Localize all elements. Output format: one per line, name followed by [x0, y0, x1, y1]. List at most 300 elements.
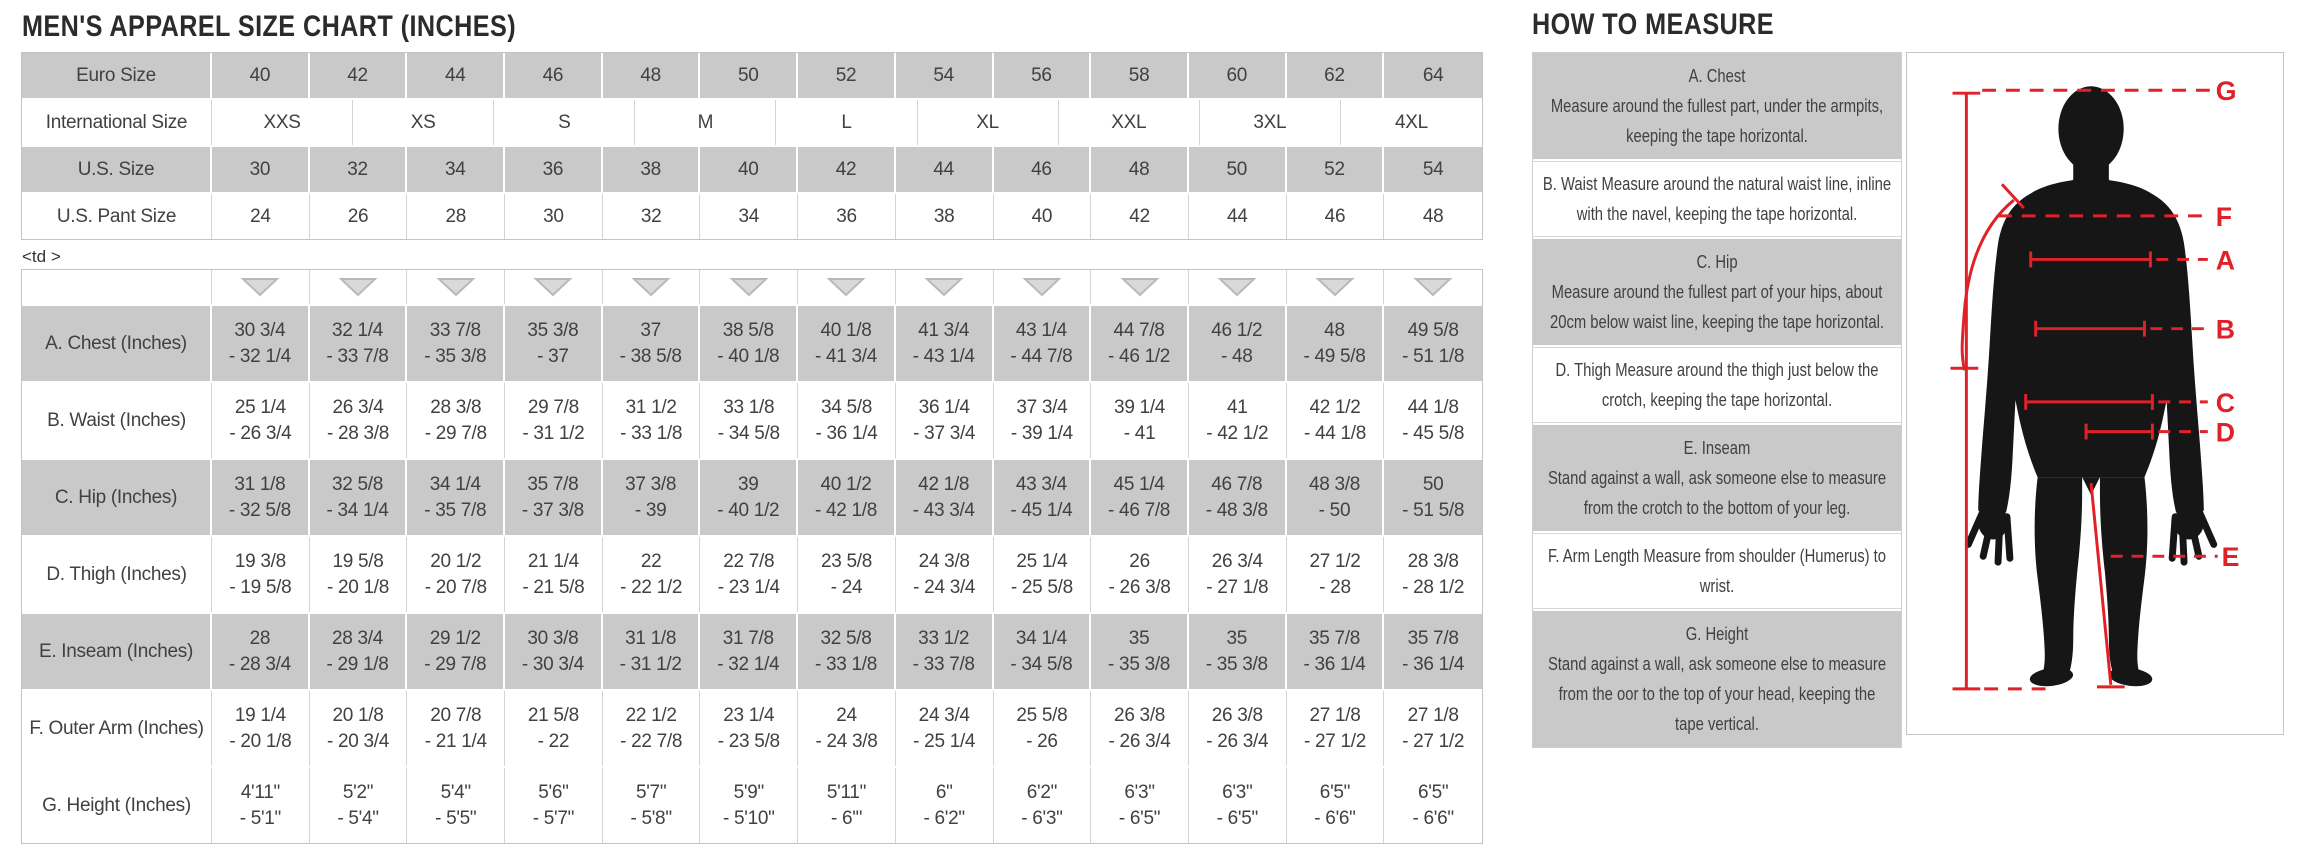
range-to: - 51 5/8 [1402, 499, 1465, 521]
range-from: 34 1/4 [429, 473, 481, 495]
arrow-cell [798, 270, 896, 304]
instruction-body: B. Waist Measure around the natural waist line, inline with the navel, keeping the tape horizontal. [1542, 173, 1892, 224]
range-from: 24 [836, 704, 857, 726]
range-to: - 36 1/4 [815, 422, 878, 444]
range-cell [798, 537, 896, 612]
range-to: - 22 7/8 [620, 730, 683, 752]
instruction-heading: E. Inseam [1683, 437, 1751, 458]
range-from: 35 [1226, 627, 1248, 649]
instruction-heading: A. Chest [1688, 65, 1746, 86]
range-to: - 5'7" [532, 807, 575, 829]
range-from: 19 3/8 [234, 550, 286, 572]
range-to: - 51 1/8 [1402, 345, 1465, 367]
range-to: - 6'6" [1314, 807, 1356, 829]
range-cell [1287, 768, 1385, 843]
range-cell [1189, 306, 1287, 381]
range-cell [1189, 691, 1287, 766]
size-cell: S [494, 100, 635, 145]
row-label [22, 270, 212, 304]
range-from: 19 1/4 [234, 704, 286, 726]
size-chart-title: MEN'S APPAREL SIZE CHART (INCHES) [22, 10, 517, 43]
range-cell [798, 306, 896, 381]
range-cell [700, 306, 798, 381]
range-from: 33 7/8 [429, 319, 481, 341]
table-row [22, 383, 1482, 460]
range-to: - 43 3/4 [912, 499, 975, 521]
range-to: - 33 7/8 [912, 653, 975, 675]
range-to: - 6'" [830, 807, 863, 829]
range-cell [994, 537, 1092, 612]
arrow-cell [212, 270, 310, 304]
size-cell: 60 [1189, 53, 1287, 98]
range-cell [212, 306, 310, 381]
range-from: 31 1/2 [625, 396, 677, 418]
range-cell [310, 614, 408, 689]
range-cell [700, 537, 798, 612]
instruction-item [1533, 53, 1901, 159]
range-to: - 33 7/8 [326, 345, 389, 367]
range-to: - 30 3/4 [521, 653, 584, 675]
row-label: International Size [22, 100, 212, 145]
figure-panel [1906, 52, 2284, 735]
dropdown-arrow-icon [631, 276, 671, 298]
range-from: 31 1/8 [234, 473, 286, 495]
dropdown-arrow-icon [924, 276, 964, 298]
range-cell [1384, 383, 1482, 458]
range-cell [212, 614, 310, 689]
range-to: - 45 5/8 [1402, 422, 1465, 444]
range-to: - 37 3/4 [913, 422, 976, 444]
arrow-row [22, 270, 1482, 306]
size-cell: XXL [1059, 100, 1200, 145]
range-from: 32 5/8 [820, 627, 872, 649]
range-cell [896, 306, 994, 381]
size-cell: 32 [310, 147, 408, 192]
range-to: - 20 3/4 [327, 730, 390, 752]
range-cell [1189, 460, 1287, 535]
range-cell [505, 614, 603, 689]
range-cell [896, 691, 994, 766]
size-chart-section [21, 0, 1483, 844]
table-row [22, 53, 1482, 100]
row-label: U.S. Size [22, 147, 212, 192]
range-to: - 20 1/8 [327, 576, 390, 598]
range-to: - 29 7/8 [424, 653, 487, 675]
range-cell [505, 306, 603, 381]
range-cell [1384, 306, 1482, 381]
range-cell [798, 614, 896, 689]
range-from: 31 1/8 [625, 627, 677, 649]
range-to: - 27 1/2 [1402, 730, 1465, 752]
range-from: 21 5/8 [527, 704, 579, 726]
range-to: - 6'6" [1412, 807, 1454, 829]
range-to: - 32 5/8 [228, 499, 291, 521]
dropdown-arrow-icon [338, 276, 378, 298]
range-to: - 44 7/8 [1010, 345, 1073, 367]
range-from: 6'3" [1124, 781, 1155, 803]
instruction-item [1533, 609, 1901, 747]
range-from: 48 [1324, 319, 1345, 341]
size-cell: 50 [700, 53, 798, 98]
range-to: - 21 1/4 [424, 730, 487, 752]
range-cell [310, 537, 408, 612]
range-from: 27 1/8 [1407, 704, 1459, 726]
arrow-cell [896, 270, 994, 304]
size-cell: XL [918, 100, 1059, 145]
row-label: U.S. Pant Size [22, 194, 212, 239]
range-cell [896, 768, 994, 843]
size-cell: 38 [896, 194, 994, 239]
dropdown-arrow-icon [436, 276, 476, 298]
range-cell [1287, 614, 1385, 689]
range-cell [896, 614, 994, 689]
range-from: 33 1/2 [918, 627, 970, 649]
range-from: 38 5/8 [722, 319, 774, 341]
instruction-item [1533, 159, 1901, 237]
instruction-item [1533, 423, 1901, 531]
figure-label: A [2215, 245, 2236, 276]
range-from: 50 [1422, 473, 1444, 495]
range-from: 23 1/4 [723, 704, 775, 726]
range-from: 28 3/8 [1407, 550, 1459, 572]
instruction-item [1533, 345, 1901, 423]
size-cell: 36 [505, 147, 603, 192]
range-from: 25 5/8 [1016, 704, 1068, 726]
arrow-cell [1287, 270, 1385, 304]
range-cell [212, 537, 310, 612]
size-cell: 48 [603, 53, 701, 98]
range-to: - 26 3/8 [1108, 576, 1171, 598]
range-from: 39 1/4 [1114, 396, 1166, 418]
instruction-item [1533, 237, 1901, 345]
range-from: 22 7/8 [723, 550, 775, 572]
range-to: - 26 3/4 [1108, 730, 1171, 752]
range-to: - 33 1/8 [620, 422, 683, 444]
range-from: 35 [1128, 627, 1150, 649]
range-to: - 23 5/8 [717, 730, 780, 752]
size-cell: 54 [1384, 147, 1482, 192]
range-to: - 19 5/8 [229, 576, 292, 598]
range-to: - 25 1/4 [913, 730, 976, 752]
how-to-measure-title: HOW TO MEASURE [1532, 8, 1775, 41]
range-to: - 46 1/2 [1108, 345, 1171, 367]
arrow-cell [505, 270, 603, 304]
measurement-table [21, 269, 1483, 844]
range-cell [407, 383, 505, 458]
range-from: 43 3/4 [1015, 473, 1067, 495]
range-to: - 35 3/8 [424, 345, 487, 367]
size-cell: 46 [505, 53, 603, 98]
range-cell [212, 460, 310, 535]
size-cell: 52 [798, 53, 896, 98]
range-from: 26 3/8 [1114, 704, 1166, 726]
range-from: 43 1/4 [1015, 319, 1067, 341]
instruction-heading: C. Hip [1696, 251, 1738, 272]
dropdown-arrow-icon [1022, 276, 1062, 298]
arrow-cell [994, 270, 1092, 304]
range-to: - 26 3/4 [229, 422, 292, 444]
dropdown-arrow-icon [826, 276, 866, 298]
range-to: - 28 [1319, 576, 1351, 598]
range-cell [1091, 460, 1189, 535]
height-measure-line [1953, 93, 1981, 689]
range-from: 20 1/2 [430, 550, 482, 572]
range-cell [700, 383, 798, 458]
range-to: - 36 1/4 [1402, 653, 1465, 675]
arrow-cell [1091, 270, 1189, 304]
range-cell [505, 768, 603, 843]
range-from: 29 1/2 [429, 627, 481, 649]
body-silhouette [1968, 86, 2213, 688]
range-cell [1287, 383, 1385, 458]
size-cell: 4XL [1341, 100, 1482, 145]
size-cell: 30 [212, 147, 310, 192]
table-row [22, 100, 1482, 147]
range-to: - 38 5/8 [619, 345, 682, 367]
range-from: 26 3/4 [1211, 550, 1263, 572]
range-to: - 39 [634, 499, 667, 521]
range-cell [505, 383, 603, 458]
range-cell [1287, 691, 1385, 766]
arrow-cell [603, 270, 701, 304]
instruction-heading: G. Height [1685, 623, 1749, 644]
range-cell [407, 537, 505, 612]
range-from: 46 1/2 [1211, 319, 1263, 341]
range-cell [1287, 460, 1385, 535]
range-to: - 25 5/8 [1010, 576, 1073, 598]
arrow-cell [700, 270, 798, 304]
range-cell [994, 614, 1092, 689]
size-cell: 38 [603, 147, 701, 192]
range-from: 32 1/4 [332, 319, 384, 341]
range-cell [798, 460, 896, 535]
body-measurement-figure [1907, 53, 2283, 734]
range-from: 35 7/8 [527, 473, 579, 495]
range-to: - 31 1/2 [522, 422, 585, 444]
range-from: 30 3/4 [234, 319, 286, 341]
row-label: E. Inseam (Inches) [22, 614, 212, 689]
size-cell: 44 [1189, 194, 1287, 239]
figure-label: D [2215, 417, 2236, 448]
range-cell [505, 460, 603, 535]
size-cell: 46 [1287, 194, 1385, 239]
range-to: - 34 5/8 [1010, 653, 1073, 675]
range-from: 5'2" [342, 781, 374, 803]
range-cell [700, 768, 798, 843]
instruction-body: Measure around the fullest part, under the armpits, keeping the tape horizontal. [1550, 95, 1884, 146]
range-from: 22 1/2 [625, 704, 677, 726]
range-to: - 49 5/8 [1303, 345, 1366, 367]
range-from: 5'4" [440, 781, 471, 803]
range-from: 24 3/8 [918, 550, 970, 572]
range-cell [896, 460, 994, 535]
size-cell: 58 [1091, 53, 1189, 98]
range-cell [1384, 614, 1482, 689]
range-cell [407, 306, 505, 381]
range-to: - 29 7/8 [424, 422, 487, 444]
size-cell: 24 [212, 194, 310, 239]
instruction-body: D. Thigh Measure around the thigh just below the crotch, keeping the tape horizontal. [1555, 359, 1879, 410]
range-from: 35 7/8 [1308, 627, 1360, 649]
size-cell: 30 [505, 194, 603, 239]
range-to: - 35 3/8 [1108, 653, 1171, 675]
range-cell [1091, 614, 1189, 689]
size-cell: 42 [798, 147, 896, 192]
range-to: - 34 5/8 [717, 422, 780, 444]
range-to: - 35 3/8 [1205, 653, 1268, 675]
range-from: 35 3/8 [527, 319, 579, 341]
range-to: - 36 1/4 [1303, 653, 1366, 675]
range-cell [798, 768, 896, 843]
dropdown-arrow-icon [1217, 276, 1257, 298]
range-from: 37 3/4 [1016, 396, 1068, 418]
range-from: 20 1/8 [332, 704, 384, 726]
range-cell [1287, 306, 1385, 381]
range-from: 42 1/2 [1309, 396, 1361, 418]
range-cell [603, 614, 701, 689]
range-to: - 27 1/2 [1303, 730, 1366, 752]
size-cell: XXS [212, 100, 353, 145]
range-from: 30 3/8 [527, 627, 579, 649]
range-to: - 20 1/8 [229, 730, 292, 752]
range-cell [1091, 768, 1189, 843]
table-row [22, 194, 1482, 239]
range-cell [700, 691, 798, 766]
table-row [22, 537, 1482, 614]
range-to: - 41 3/4 [814, 345, 877, 367]
range-from: 6" [935, 781, 953, 803]
range-from: 20 7/8 [430, 704, 482, 726]
instruction-body: Measure around the fullest part of your hips, about 20cm below waist line, keeping the tape horizontal. [1549, 281, 1885, 332]
range-cell [603, 537, 701, 612]
range-from: 39 [738, 473, 759, 495]
range-cell [310, 383, 408, 458]
row-label: D. Thigh (Inches) [22, 537, 212, 612]
range-from: 42 1/8 [918, 473, 970, 495]
range-to: - 32 1/4 [228, 345, 291, 367]
dropdown-arrow-icon [1315, 276, 1355, 298]
range-from: 45 1/4 [1113, 473, 1165, 495]
range-to: - 45 1/4 [1010, 499, 1073, 521]
size-cell: 62 [1287, 53, 1385, 98]
instruction-body: F. Arm Length Measure from shoulder (Humerus) to wrist. [1547, 545, 1887, 596]
range-from: 34 5/8 [820, 396, 872, 418]
range-cell [212, 768, 310, 843]
range-from: 5'11" [826, 781, 867, 803]
range-cell [1091, 383, 1189, 458]
range-from: 40 1/2 [820, 473, 872, 495]
size-conversion-table [21, 52, 1483, 240]
size-cell: 3XL [1200, 100, 1341, 145]
instruction-body: Stand against a wall, ask someone else to measure from the oor to the top of your head, keeping the tape vertical. [1547, 653, 1887, 734]
range-from: 22 [640, 550, 662, 572]
size-cell: 28 [407, 194, 505, 239]
range-cell [994, 691, 1092, 766]
range-to: - 44 1/8 [1303, 422, 1366, 444]
range-from: 21 1/4 [527, 550, 579, 572]
range-cell [603, 383, 701, 458]
range-cell [310, 768, 408, 843]
range-from: 41 3/4 [918, 319, 970, 341]
row-label: B. Waist (Inches) [22, 383, 212, 458]
size-cell: 32 [603, 194, 701, 239]
figure-label: C [2215, 387, 2236, 418]
range-to: - 43 1/4 [912, 345, 975, 367]
dropdown-arrow-icon [729, 276, 769, 298]
dropdown-arrow-icon [533, 276, 573, 298]
range-cell [1287, 537, 1385, 612]
row-label: C. Hip (Inches) [22, 460, 212, 535]
range-cell [994, 768, 1092, 843]
range-to: - 40 1/2 [717, 499, 780, 521]
range-cell [310, 691, 408, 766]
range-cell [603, 306, 701, 381]
range-to: - 48 [1220, 345, 1253, 367]
size-cell: 46 [994, 147, 1092, 192]
range-to: - 6'5" [1216, 807, 1258, 829]
range-from: 37 3/8 [625, 473, 677, 495]
range-from: 29 7/8 [527, 396, 579, 418]
range-from: 44 7/8 [1113, 319, 1165, 341]
range-cell [896, 383, 994, 458]
range-to: - 29 1/8 [326, 653, 389, 675]
range-from: 27 1/8 [1309, 704, 1361, 726]
range-cell [603, 768, 701, 843]
range-to: - 32 1/4 [717, 653, 780, 675]
range-to: - 26 3/4 [1206, 730, 1269, 752]
range-to: - 50 [1318, 499, 1351, 521]
dropdown-arrow-icon [240, 276, 280, 298]
row-label: Euro Size [22, 53, 212, 98]
range-from: 6'3" [1222, 781, 1253, 803]
arrow-cell [1189, 270, 1287, 304]
range-to: - 5'1" [239, 807, 281, 829]
range-to: - 21 5/8 [522, 576, 585, 598]
dropdown-arrow-icon [1120, 276, 1160, 298]
range-to: - 37 3/8 [521, 499, 584, 521]
range-from: 32 5/8 [332, 473, 384, 495]
range-from: 6'2" [1026, 781, 1058, 803]
range-to: - 42 1/2 [1206, 422, 1269, 444]
range-from: 6'5" [1319, 781, 1351, 803]
range-from: 25 1/4 [234, 396, 286, 418]
range-cell [994, 460, 1092, 535]
range-to: - 46 7/8 [1108, 499, 1171, 521]
figure-label: F [2215, 201, 2233, 232]
range-cell [407, 460, 505, 535]
range-to: - 5'5" [435, 807, 477, 829]
range-cell [505, 691, 603, 766]
range-cell [896, 537, 994, 612]
size-cell: 48 [1091, 147, 1189, 192]
size-cell: 42 [310, 53, 408, 98]
range-from: 5'9" [733, 781, 764, 803]
table-row [22, 691, 1482, 768]
range-to: - 22 [537, 730, 570, 752]
size-cell: 44 [896, 147, 994, 192]
instruction-body: Stand against a wall, ask someone else to measure from the crotch to the bottom of your leg. [1547, 467, 1887, 518]
range-cell [212, 691, 310, 766]
range-from: 49 5/8 [1407, 319, 1459, 341]
range-to: - 35 7/8 [424, 499, 487, 521]
size-cell: 34 [407, 147, 505, 192]
size-cell: XS [353, 100, 494, 145]
size-cell: 54 [896, 53, 994, 98]
range-cell [1091, 306, 1189, 381]
range-to: - 28 3/8 [327, 422, 390, 444]
range-from: 5'7" [635, 781, 667, 803]
range-from: 34 1/4 [1015, 627, 1067, 649]
